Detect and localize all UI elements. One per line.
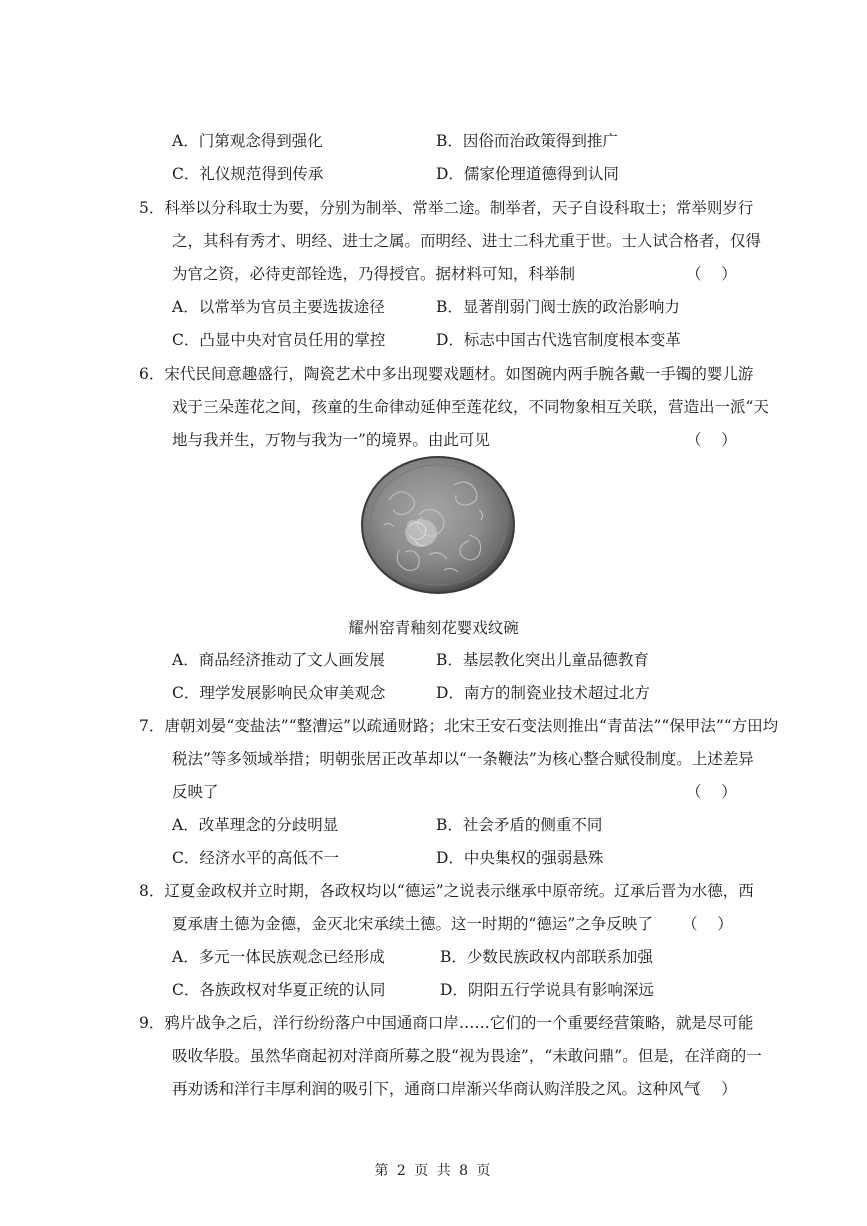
q4-option-b: B．因俗而治政策得到推广 (436, 132, 618, 150)
q6-option-d: D．南方的制瓷业技术超过北方 (436, 684, 650, 702)
q7-stem-line1: 7．唐朝刘晏“变盐法”“整漕运”以疏通财路；北宋王安石变法则推出“青苗法”“保甲法”“方田均 (139, 717, 779, 735)
q9-stem-line1: 9．鸦片战争之后，洋行纷纷落户中国通商口岸……它们的一个重要经营策略，就是尽可能 (139, 1014, 754, 1032)
celadon-bowl-image (359, 455, 517, 595)
q4-option-c: C．礼仪规范得到传承 (172, 165, 324, 183)
q7-option-a: A．改革理念的分歧明显 (172, 816, 339, 834)
q7-answer-paren: （ ） (686, 783, 737, 801)
page-footer: 第 2 页 共 8 页 (374, 1163, 493, 1179)
q6-stem-line2: 戏于三朵莲花之间，孩童的生命律动延伸至莲花纹，不同物象相互关联，营造出一派“天 (172, 398, 769, 416)
q8-option-d: D．阴阳五行学说具有影响深远 (440, 981, 654, 999)
q6-stem-line3: 地与我并生，万物与我为一”的境界。由此可见 (172, 431, 490, 449)
q4-option-a: A．门第观念得到强化 (172, 132, 323, 150)
q6-option-a: A．商品经济推动了文人画发展 (172, 651, 385, 669)
q5-answer-paren: （ ） (686, 265, 737, 283)
q8-answer-paren: （ ） (682, 915, 733, 933)
q4-option-d: D．儒家伦理道德得到认同 (436, 165, 619, 183)
q5-option-a: A．以常举为官员主要选拔途径 (172, 298, 385, 316)
q6-option-c: C．理学发展影响民众审美观念 (172, 684, 386, 702)
q8-option-b: B．少数民族政权内部联系加强 (440, 948, 653, 966)
q5-option-d: D．标志中国古代选官制度根本变革 (436, 331, 681, 349)
q6-stem-line1: 6．宋代民间意趣盛行，陶瓷艺术中多出现婴戏题材。如图碗内两手腕各戴一手镯的婴儿游 (139, 365, 754, 383)
q7-stem-line3: 反映了 (172, 783, 219, 801)
q9-stem-line2: 吸收华股。虽然华商起初对洋商所募之股“视为畏途”，“未敢问鼎”。但是，在洋商的一 (172, 1047, 762, 1065)
q9-answer-paren: （ ） (686, 1080, 737, 1098)
image-caption: 耀州窑青釉刻花婴戏纹碗 (348, 619, 519, 637)
q5-option-c: C．凸显中央对官员任用的掌控 (172, 331, 386, 349)
q8-stem-line2: 夏承唐土德为金德，金灭北宋承续土德。这一时期的“德运”之争反映了 (172, 915, 653, 933)
q7-option-d: D．中央集权的强弱悬殊 (436, 849, 604, 867)
q8-stem-line1: 8．辽夏金政权并立时期，各政权均以“德运”之说表示继承中原帝统。辽承后晋为水德，西 (139, 882, 754, 900)
q5-stem-line1: 5．科举以分科取士为要，分别为制举、常举二途。制举者，天子自设科取士；常举则岁行 (139, 199, 754, 217)
q7-stem-line2: 税法”等多领域举措；明朝张居正改革却以“一条鞭法”为核心整合赋役制度。上述差异 (172, 750, 754, 768)
q5-stem-line3: 为官之资，必待吏部铨选，乃得授官。据材料可知，科举制 (172, 265, 576, 283)
q6-answer-paren: （ ） (686, 431, 737, 449)
q6-option-b: B．基层教化突出儿童品德教育 (436, 651, 649, 669)
q7-option-b: B．社会矛盾的侧重不同 (436, 816, 603, 834)
q8-option-a: A．多元一体民族观念已经形成 (172, 948, 385, 966)
q5-stem-line2: 之，其科有秀才、明经、进士之属。而明经、进士二科尤重于世。士人试合格者，仅得 (172, 232, 762, 250)
q9-stem-line3: 再劝诱和洋行丰厚利润的吸引下，通商口岸渐兴华商认购洋股之风。这种风气 (172, 1080, 700, 1098)
q5-option-b: B．显著削弱门阀士族的政治影响力 (436, 298, 680, 316)
q8-option-c: C．各族政权对华夏正统的认同 (172, 981, 386, 999)
q7-option-c: C．经济水平的高低不一 (172, 849, 339, 867)
